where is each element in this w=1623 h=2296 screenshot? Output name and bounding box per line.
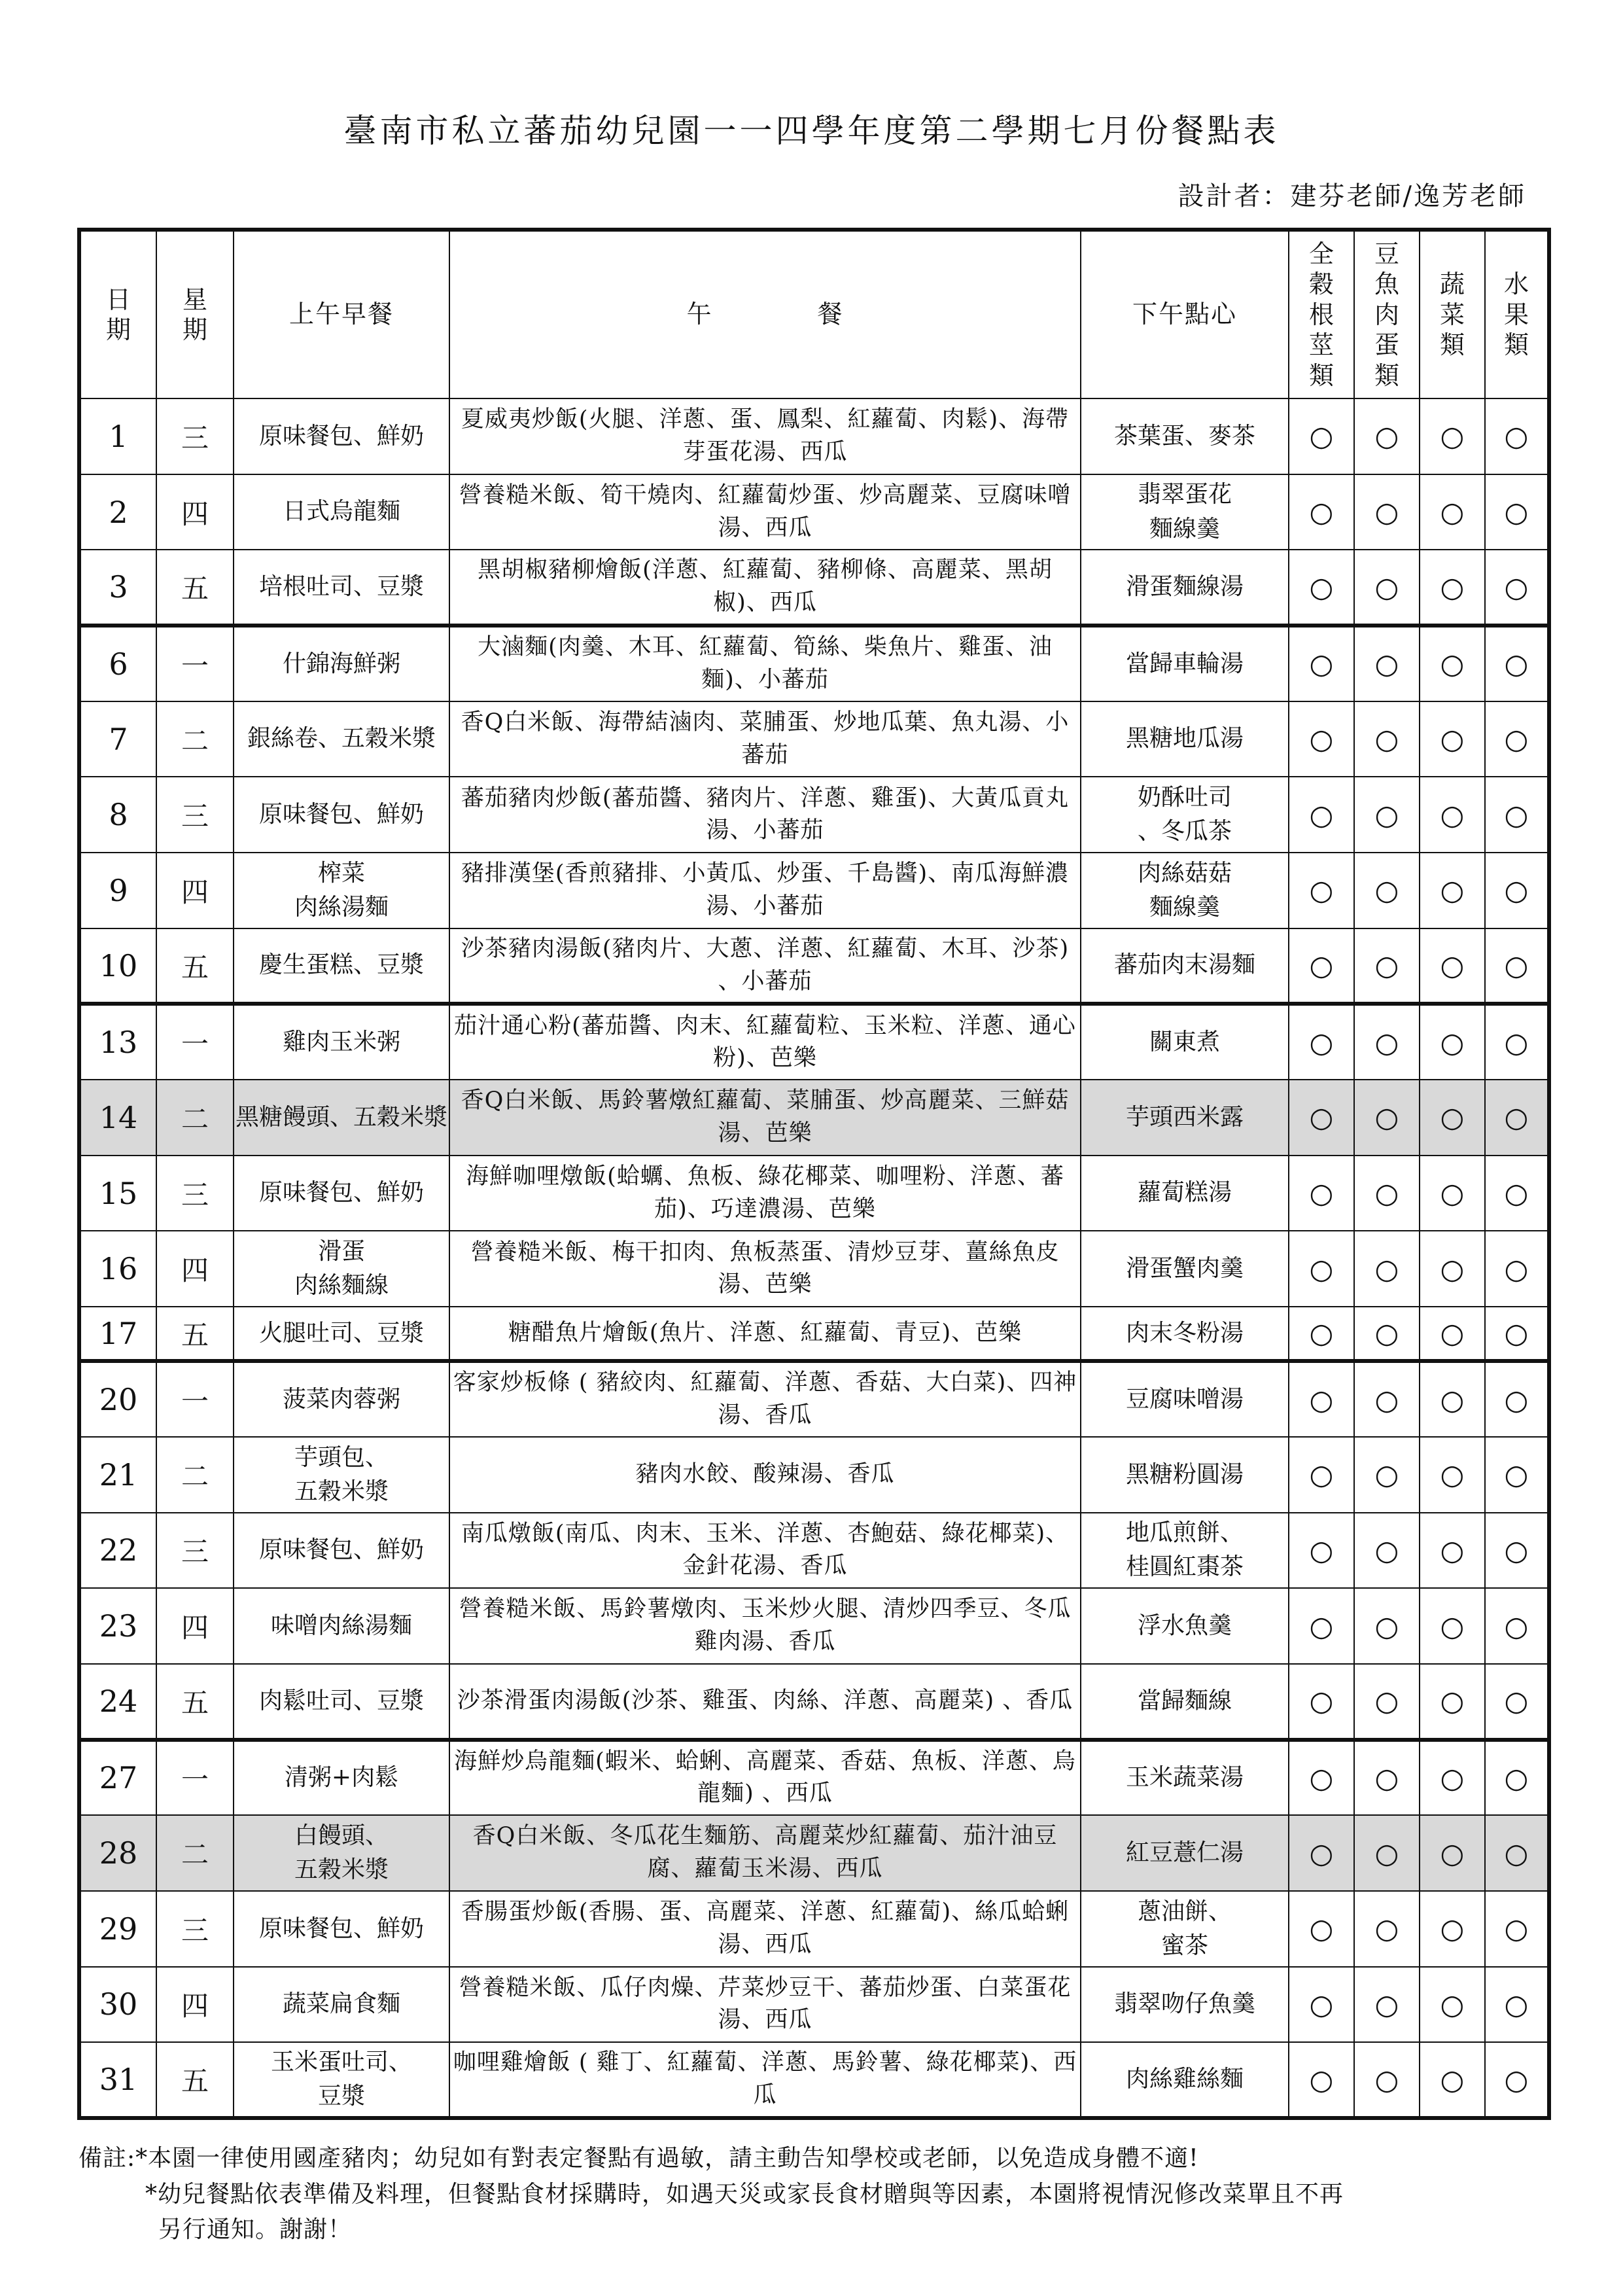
- breakfast-cell: 原味餐包、鮮奶: [234, 777, 449, 853]
- lunch-cell: 香Q白米飯、海帶結滷肉、菜脯蛋、炒地瓜葉、魚丸湯、小蕃茄: [449, 701, 1081, 777]
- header-lunch: 午 餐: [449, 230, 1081, 398]
- breakfast-cell: 雞肉玉米粥: [234, 1004, 449, 1080]
- check-vegetables-circle[interactable]: ○: [1420, 626, 1485, 701]
- table-row: [79, 1361, 1549, 1437]
- date-cell: 13: [79, 1004, 156, 1080]
- table-row: [79, 1307, 1549, 1361]
- date-cell: 21: [79, 1437, 156, 1513]
- snack-cell: 關東煮: [1081, 1004, 1289, 1080]
- date-cell: 3: [79, 550, 156, 626]
- weekday-cell: 三: [156, 777, 234, 853]
- check-fruits-circle[interactable]: ○: [1485, 474, 1549, 550]
- check-fruits-circle[interactable]: ○: [1485, 550, 1549, 626]
- snack-cell: 玉米蔬菜湯: [1081, 1740, 1289, 1816]
- check-fruits-circle[interactable]: ○: [1485, 928, 1549, 1004]
- note-line-2: *幼兒餐點依表準備及料理，但餐點食材採購時，如遇天災或家長食材贈與等因素，本園將視情況修改菜單且不再: [145, 2180, 1344, 2208]
- snack-cell: 當歸麵線: [1081, 1664, 1289, 1740]
- lunch-cell: 海鮮炒烏龍麵(蝦米、蛤蜊、高麗菜、香菇、魚板、洋蔥、烏龍麵) 、西瓜: [449, 1740, 1081, 1816]
- check-protein-circle[interactable]: ○: [1354, 1967, 1420, 2043]
- header-protein: 豆魚肉蛋類: [1354, 230, 1420, 398]
- breakfast-cell: 菠菜肉蓉粥: [234, 1361, 449, 1437]
- weekday-cell: 二: [156, 1437, 234, 1513]
- weekday-cell: 三: [156, 1156, 234, 1231]
- lunch-cell: 營養糙米飯、馬鈴薯燉肉、玉米炒火腿、清炒四季豆、冬瓜雞肉湯、香瓜: [449, 1588, 1081, 1664]
- check-vegetables-circle[interactable]: ○: [1420, 550, 1485, 626]
- breakfast-cell: 慶生蛋糕、豆漿: [234, 928, 449, 1004]
- header-weekday: 星期: [156, 230, 234, 398]
- weekday-cell: 三: [156, 1513, 234, 1589]
- date-cell: 2: [79, 474, 156, 550]
- table-row: [79, 626, 1549, 701]
- check-grains-circle[interactable]: ○: [1289, 1231, 1354, 1307]
- check-vegetables-circle[interactable]: ○: [1420, 1513, 1485, 1589]
- page-title: 臺南市私立蕃茄幼兒園一一四學年度第二學期七月份餐點表: [343, 112, 1280, 150]
- check-vegetables-circle[interactable]: ○: [1420, 1588, 1485, 1664]
- check-vegetables-circle[interactable]: ○: [1420, 474, 1485, 550]
- weekday-cell: 五: [156, 1307, 234, 1361]
- check-protein-circle[interactable]: ○: [1354, 1740, 1420, 1816]
- check-grains-circle[interactable]: ○: [1289, 1815, 1354, 1891]
- check-protein-circle[interactable]: ○: [1354, 1513, 1420, 1589]
- check-fruits-circle[interactable]: ○: [1485, 2042, 1549, 2118]
- table-row: [79, 1664, 1549, 1740]
- table-row: [79, 1815, 1549, 1891]
- check-protein-circle[interactable]: ○: [1354, 2042, 1420, 2118]
- check-protein-circle[interactable]: ○: [1354, 1815, 1420, 1891]
- lunch-cell: 豬肉水餃、酸辣湯、香瓜: [449, 1437, 1081, 1513]
- snack-cell: 蕃茄肉末湯麵: [1081, 928, 1289, 1004]
- snack-cell: 肉絲雞絲麵: [1081, 2042, 1289, 2118]
- snack-cell: 黑糖地瓜湯: [1081, 701, 1289, 777]
- date-cell: 14: [79, 1080, 156, 1156]
- check-vegetables-circle[interactable]: ○: [1420, 1080, 1485, 1156]
- table-row: [79, 398, 1549, 474]
- check-grains-circle[interactable]: ○: [1289, 1588, 1354, 1664]
- breakfast-cell: 清粥+肉鬆: [234, 1740, 449, 1816]
- date-cell: 1: [79, 398, 156, 474]
- check-fruits-circle[interactable]: ○: [1485, 1080, 1549, 1156]
- header-grains: 全穀根莖類: [1289, 230, 1354, 398]
- lunch-cell: 海鮮咖哩燉飯(蛤蠣、魚板、綠花椰菜、咖哩粉、洋蔥、蕃茄)、巧達濃湯、芭樂: [449, 1156, 1081, 1231]
- snack-cell: 翡翠吻仔魚羹: [1081, 1967, 1289, 2043]
- check-fruits-circle[interactable]: ○: [1485, 1156, 1549, 1231]
- check-protein-circle[interactable]: ○: [1354, 1891, 1420, 1967]
- check-grains-circle[interactable]: ○: [1289, 1664, 1354, 1740]
- check-protein-circle[interactable]: ○: [1354, 1307, 1420, 1361]
- lunch-cell: 黑胡椒豬柳燴飯(洋蔥、紅蘿蔔、豬柳條、高麗菜、黑胡椒)、西瓜: [449, 550, 1081, 626]
- weekday-cell: 四: [156, 1231, 234, 1307]
- table-row: [79, 1891, 1549, 1967]
- date-cell: 23: [79, 1588, 156, 1664]
- check-grains-circle[interactable]: ○: [1289, 1156, 1354, 1231]
- check-vegetables-circle[interactable]: ○: [1420, 1740, 1485, 1816]
- snack-cell: 芋頭西米露: [1081, 1080, 1289, 1156]
- lunch-cell: 沙茶滑蛋肉湯飯(沙茶、雞蛋、肉絲、洋蔥、高麗菜) 、香瓜: [449, 1664, 1081, 1740]
- weekday-cell: 一: [156, 1361, 234, 1437]
- check-fruits-circle[interactable]: ○: [1485, 626, 1549, 701]
- breakfast-cell: 味噌肉絲湯麵: [234, 1588, 449, 1664]
- check-fruits-circle[interactable]: ○: [1485, 1361, 1549, 1437]
- date-cell: 31: [79, 2042, 156, 2118]
- snack-cell: 黑糖粉圓湯: [1081, 1437, 1289, 1513]
- check-vegetables-circle[interactable]: ○: [1420, 1361, 1485, 1437]
- check-vegetables-circle[interactable]: ○: [1420, 1156, 1485, 1231]
- date-cell: 17: [79, 1307, 156, 1361]
- header-snack: 下午點心: [1081, 230, 1289, 398]
- check-grains-circle[interactable]: ○: [1289, 1740, 1354, 1816]
- check-protein-circle[interactable]: ○: [1354, 777, 1420, 853]
- check-protein-circle[interactable]: ○: [1354, 1361, 1420, 1437]
- check-protein-circle[interactable]: ○: [1354, 1588, 1420, 1664]
- weekday-cell: 四: [156, 853, 234, 928]
- lunch-cell: 香Q白米飯、冬瓜花生麵筋、高麗菜炒紅蘿蔔、茄汁油豆腐、蘿蔔玉米湯、西瓜: [449, 1815, 1081, 1891]
- check-grains-circle[interactable]: ○: [1289, 1967, 1354, 2043]
- date-cell: 29: [79, 1891, 156, 1967]
- breakfast-cell: 火腿吐司、豆漿: [234, 1307, 449, 1361]
- breakfast-cell: 肉鬆吐司、豆漿: [234, 1664, 449, 1740]
- check-vegetables-circle[interactable]: ○: [1420, 928, 1485, 1004]
- breakfast-cell: 白饅頭、 五穀米漿: [234, 1815, 449, 1891]
- check-grains-circle[interactable]: ○: [1289, 777, 1354, 853]
- check-fruits-circle[interactable]: ○: [1485, 1588, 1549, 1664]
- date-cell: 16: [79, 1231, 156, 1307]
- designer-credit: 設計者：建芬老師/逸芳老師: [1178, 181, 1526, 211]
- snack-cell: 滑蛋麵線湯: [1081, 550, 1289, 626]
- snack-cell: 當歸車輪湯: [1081, 626, 1289, 701]
- weekday-cell: 四: [156, 474, 234, 550]
- table-row: [79, 853, 1549, 928]
- check-grains-circle[interactable]: ○: [1289, 1513, 1354, 1589]
- check-fruits-circle[interactable]: ○: [1485, 1437, 1549, 1513]
- check-vegetables-circle[interactable]: ○: [1420, 1815, 1485, 1891]
- check-grains-circle[interactable]: ○: [1289, 1004, 1354, 1080]
- lunch-cell: 香Q白米飯、馬鈴薯燉紅蘿蔔、菜脯蛋、炒高麗菜、三鮮菇湯、芭樂: [449, 1080, 1081, 1156]
- lunch-cell: 夏威夷炒飯(火腿、洋蔥、蛋、鳳梨、紅蘿蔔、肉鬆)、海帶芽蛋花湯、西瓜: [449, 398, 1081, 474]
- date-cell: 28: [79, 1815, 156, 1891]
- check-fruits-circle[interactable]: ○: [1485, 777, 1549, 853]
- breakfast-cell: 玉米蛋吐司、 豆漿: [234, 2042, 449, 2118]
- snack-cell: 肉絲菇菇 麵線羹: [1081, 853, 1289, 928]
- date-cell: 15: [79, 1156, 156, 1231]
- breakfast-cell: 什錦海鮮粥: [234, 626, 449, 701]
- check-fruits-circle[interactable]: ○: [1485, 853, 1549, 928]
- check-fruits-circle[interactable]: ○: [1485, 1231, 1549, 1307]
- check-grains-circle[interactable]: ○: [1289, 550, 1354, 626]
- snack-cell: 蘿蔔糕湯: [1081, 1156, 1289, 1231]
- check-protein-circle[interactable]: ○: [1354, 398, 1420, 474]
- notes: [79, 2141, 1344, 2248]
- check-grains-circle[interactable]: ○: [1289, 2042, 1354, 2118]
- table-row: [79, 1156, 1549, 1231]
- snack-cell: 奶酥吐司 、冬瓜茶: [1081, 777, 1289, 853]
- check-vegetables-circle[interactable]: ○: [1420, 1664, 1485, 1740]
- check-grains-circle[interactable]: ○: [1289, 1437, 1354, 1513]
- date-cell: 6: [79, 626, 156, 701]
- snack-cell: 地瓜煎餅、 桂圓紅棗茶: [1081, 1513, 1289, 1589]
- weekday-cell: 四: [156, 1588, 234, 1664]
- weekday-cell: 一: [156, 626, 234, 701]
- check-fruits-circle[interactable]: ○: [1485, 1740, 1549, 1816]
- table-row: [79, 1080, 1549, 1156]
- check-fruits-circle[interactable]: ○: [1485, 701, 1549, 777]
- check-grains-circle[interactable]: ○: [1289, 398, 1354, 474]
- table-header: [79, 230, 1549, 398]
- check-protein-circle[interactable]: ○: [1354, 1004, 1420, 1080]
- check-vegetables-circle[interactable]: ○: [1420, 1004, 1485, 1080]
- check-vegetables-circle[interactable]: ○: [1420, 701, 1485, 777]
- date-cell: 22: [79, 1513, 156, 1589]
- date-cell: 20: [79, 1361, 156, 1437]
- check-grains-circle[interactable]: ○: [1289, 1080, 1354, 1156]
- check-vegetables-circle[interactable]: ○: [1420, 1437, 1485, 1513]
- table-row: [79, 1231, 1549, 1307]
- breakfast-cell: 原味餐包、鮮奶: [234, 1513, 449, 1589]
- lunch-cell: 大滷麵(肉羹、木耳、紅蘿蔔、筍絲、柴魚片、雞蛋、油麵)、小蕃茄: [449, 626, 1081, 701]
- check-fruits-circle[interactable]: ○: [1485, 1967, 1549, 2043]
- weekday-cell: 五: [156, 2042, 234, 2118]
- check-vegetables-circle[interactable]: ○: [1420, 1891, 1485, 1967]
- lunch-cell: 糖醋魚片燴飯(魚片、洋蔥、紅蘿蔔、青豆)、芭樂: [449, 1307, 1081, 1361]
- check-protein-circle[interactable]: ○: [1354, 1664, 1420, 1740]
- lunch-cell: 咖哩雞燴飯 ( 雞丁、紅蘿蔔、洋蔥、馬鈴薯、綠花椰菜)、西瓜: [449, 2042, 1081, 2118]
- breakfast-cell: 滑蛋 肉絲麵線: [234, 1231, 449, 1307]
- table-row: [79, 474, 1549, 550]
- note-line-1: 備註:*本園一律使用國產豬肉；幼兒如有對表定餐點有過敏，請主動告知學校或老師，以免造成身體不適!: [79, 2145, 1199, 2172]
- meal-table: [77, 228, 1551, 2120]
- check-fruits-circle[interactable]: ○: [1485, 1004, 1549, 1080]
- table-row: [79, 1004, 1549, 1080]
- snack-cell: 翡翠蛋花 麵線羹: [1081, 474, 1289, 550]
- header-date: 日期: [79, 230, 156, 398]
- check-protein-circle[interactable]: ○: [1354, 1231, 1420, 1307]
- check-grains-circle[interactable]: ○: [1289, 1307, 1354, 1361]
- check-protein-circle[interactable]: ○: [1354, 1156, 1420, 1231]
- lunch-cell: 營養糙米飯、瓜仔肉燥、芹菜炒豆干、蕃茄炒蛋、白菜蛋花湯、西瓜: [449, 1967, 1081, 2043]
- weekday-cell: 五: [156, 550, 234, 626]
- breakfast-cell: 銀絲卷、五穀米漿: [234, 701, 449, 777]
- table-row: [79, 701, 1549, 777]
- table-row: [79, 1967, 1549, 2043]
- check-fruits-circle[interactable]: ○: [1485, 1513, 1549, 1589]
- check-vegetables-circle[interactable]: ○: [1420, 398, 1485, 474]
- breakfast-cell: 榨菜 肉絲湯麵: [234, 853, 449, 928]
- weekday-cell: 五: [156, 928, 234, 1004]
- weekday-cell: 二: [156, 701, 234, 777]
- header-breakfast: 上午早餐: [234, 230, 449, 398]
- breakfast-cell: 原味餐包、鮮奶: [234, 398, 449, 474]
- check-protein-circle[interactable]: ○: [1354, 701, 1420, 777]
- breakfast-cell: 原味餐包、鮮奶: [234, 1156, 449, 1231]
- check-vegetables-circle[interactable]: ○: [1420, 777, 1485, 853]
- date-cell: 8: [79, 777, 156, 853]
- lunch-cell: 客家炒板條 ( 豬絞肉、紅蘿蔔、洋蔥、香菇、大白菜)、四神湯、香瓜: [449, 1361, 1081, 1437]
- check-grains-circle[interactable]: ○: [1289, 626, 1354, 701]
- check-fruits-circle[interactable]: ○: [1485, 1664, 1549, 1740]
- lunch-cell: 南瓜燉飯(南瓜、肉末、玉米、洋蔥、杏鮑菇、綠花椰菜)、金針花湯、香瓜: [449, 1513, 1081, 1589]
- table-row: [79, 1588, 1549, 1664]
- snack-cell: 茶葉蛋、麥茶: [1081, 398, 1289, 474]
- check-vegetables-circle[interactable]: ○: [1420, 853, 1485, 928]
- lunch-cell: 香腸蛋炒飯(香腸、蛋、高麗菜、洋蔥、紅蘿蔔)、絲瓜蛤蜊湯、西瓜: [449, 1891, 1081, 1967]
- table-row: [79, 1513, 1549, 1589]
- snack-cell: 浮水魚羹: [1081, 1588, 1289, 1664]
- weekday-cell: 四: [156, 1967, 234, 2043]
- check-protein-circle[interactable]: ○: [1354, 1080, 1420, 1156]
- weekday-cell: 三: [156, 1891, 234, 1967]
- check-protein-circle[interactable]: ○: [1354, 928, 1420, 1004]
- check-protein-circle[interactable]: ○: [1354, 550, 1420, 626]
- table-row: [79, 928, 1549, 1004]
- note-line-3: 另行通知。謝謝！: [158, 2216, 353, 2244]
- check-protein-circle[interactable]: ○: [1354, 626, 1420, 701]
- check-vegetables-circle[interactable]: ○: [1420, 1967, 1485, 2043]
- date-cell: 10: [79, 928, 156, 1004]
- lunch-cell: 營養糙米飯、梅干扣肉、魚板蒸蛋、清炒豆芽、薑絲魚皮湯、芭樂: [449, 1231, 1081, 1307]
- date-cell: 27: [79, 1740, 156, 1816]
- check-grains-circle[interactable]: ○: [1289, 928, 1354, 1004]
- breakfast-cell: 原味餐包、鮮奶: [234, 1891, 449, 1967]
- check-grains-circle[interactable]: ○: [1289, 1891, 1354, 1967]
- weekday-cell: 二: [156, 1080, 234, 1156]
- check-protein-circle[interactable]: ○: [1354, 1437, 1420, 1513]
- table-row: [79, 2042, 1549, 2118]
- table-row: [79, 1437, 1549, 1513]
- table-row: [79, 1740, 1549, 1816]
- snack-cell: 紅豆薏仁湯: [1081, 1815, 1289, 1891]
- lunch-cell: 營養糙米飯、筍干燒肉、紅蘿蔔炒蛋、炒高麗菜、豆腐味噌湯、西瓜: [449, 474, 1081, 550]
- weekday-cell: 一: [156, 1004, 234, 1080]
- check-protein-circle[interactable]: ○: [1354, 474, 1420, 550]
- check-fruits-circle[interactable]: ○: [1485, 1307, 1549, 1361]
- lunch-cell: 蕃茄豬肉炒飯(蕃茄醬、豬肉片、洋蔥、雞蛋)、大黃瓜貢丸湯、小蕃茄: [449, 777, 1081, 853]
- date-cell: 24: [79, 1664, 156, 1740]
- weekday-cell: 二: [156, 1815, 234, 1891]
- table-row: [79, 777, 1549, 853]
- header-fruits: 水果類: [1485, 230, 1549, 398]
- date-cell: 9: [79, 853, 156, 928]
- lunch-cell: 沙茶豬肉湯飯(豬肉片、大蔥、洋蔥、紅蘿蔔、木耳、沙茶) 、小蕃茄: [449, 928, 1081, 1004]
- check-protein-circle[interactable]: ○: [1354, 853, 1420, 928]
- breakfast-cell: 芋頭包、 五穀米漿: [234, 1437, 449, 1513]
- weekday-cell: 一: [156, 1740, 234, 1816]
- check-grains-circle[interactable]: ○: [1289, 474, 1354, 550]
- lunch-cell: 豬排漢堡(香煎豬排、小黃瓜、炒蛋、千島醬)、南瓜海鮮濃湯、小蕃茄: [449, 853, 1081, 928]
- check-fruits-circle[interactable]: ○: [1485, 398, 1549, 474]
- lunch-cell: 茄汁通心粉(蕃茄醬、肉末、紅蘿蔔粒、玉米粒、洋蔥、通心粉)、芭樂: [449, 1004, 1081, 1080]
- header-vegetables: 蔬菜類: [1420, 230, 1485, 398]
- weekday-cell: 三: [156, 398, 234, 474]
- breakfast-cell: 日式烏龍麵: [234, 474, 449, 550]
- snack-cell: 滑蛋蟹肉羹: [1081, 1231, 1289, 1307]
- date-cell: 30: [79, 1967, 156, 2043]
- check-grains-circle[interactable]: ○: [1289, 701, 1354, 777]
- check-fruits-circle[interactable]: ○: [1485, 1891, 1549, 1967]
- check-vegetables-circle[interactable]: ○: [1420, 1307, 1485, 1361]
- breakfast-cell: 蔬菜扁食麵: [234, 1967, 449, 2043]
- breakfast-cell: 培根吐司、豆漿: [234, 550, 449, 626]
- check-vegetables-circle[interactable]: ○: [1420, 1231, 1485, 1307]
- snack-cell: 蔥油餅、 蜜茶: [1081, 1891, 1289, 1967]
- snack-cell: 肉末冬粉湯: [1081, 1307, 1289, 1361]
- date-cell: 7: [79, 701, 156, 777]
- breakfast-cell: 黑糖饅頭、五穀米漿: [234, 1080, 449, 1156]
- check-grains-circle[interactable]: ○: [1289, 1361, 1354, 1437]
- check-grains-circle[interactable]: ○: [1289, 853, 1354, 928]
- snack-cell: 豆腐味噌湯: [1081, 1361, 1289, 1437]
- check-fruits-circle[interactable]: ○: [1485, 1815, 1549, 1891]
- check-vegetables-circle[interactable]: ○: [1420, 2042, 1485, 2118]
- weekday-cell: 五: [156, 1664, 234, 1740]
- table-row: [79, 550, 1549, 626]
